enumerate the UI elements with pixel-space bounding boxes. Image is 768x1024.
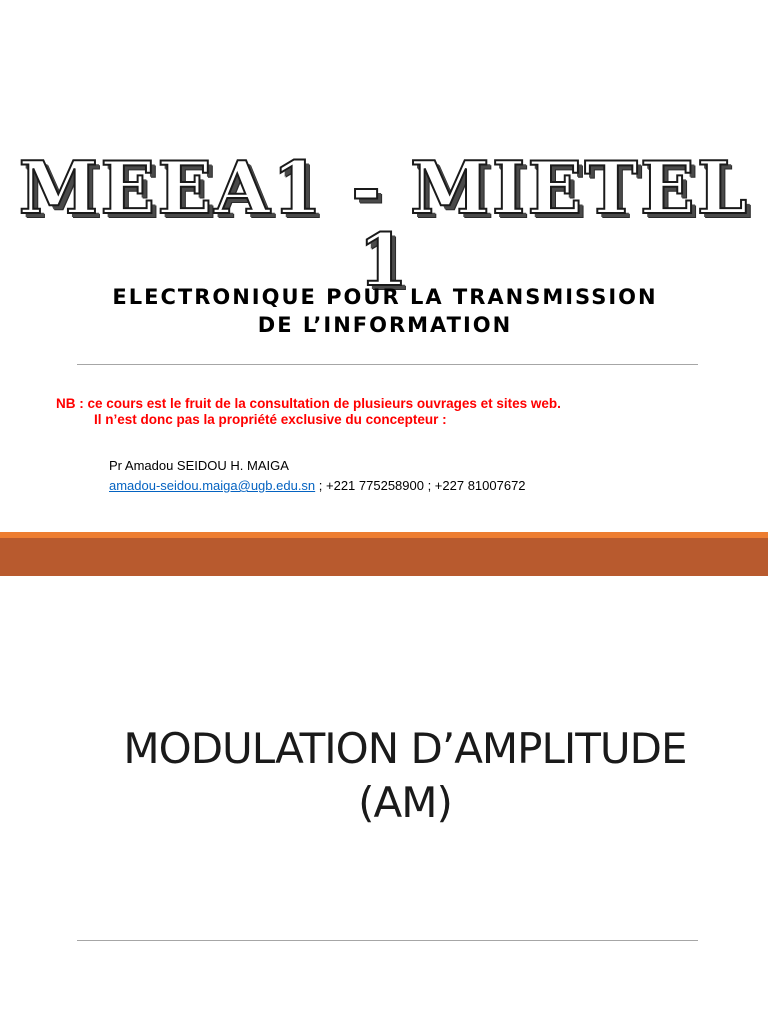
divider-top xyxy=(77,364,698,365)
disclaimer-line-1: NB : ce cours est le fruit de la consultation de plusieurs ouvrages et sites web. xyxy=(56,396,561,411)
section-title-line-1: MODULATION D’AMPLITUDE xyxy=(123,724,687,773)
author-email-link[interactable]: amadou-seidou.maiga@ugb.edu.sn xyxy=(109,478,316,493)
subtitle-line-1: ELECTRONIQUE POUR LA TRANSMISSION xyxy=(112,285,658,309)
author-block xyxy=(109,456,526,496)
section-title xyxy=(60,722,750,830)
section-title-line-2: (AM) xyxy=(358,778,452,827)
slide-separator-band xyxy=(0,538,768,576)
author-contact xyxy=(109,476,526,496)
disclaimer-line-2: Il n’est donc pas la propriété exclusive du concepteur : xyxy=(94,412,447,427)
author-name: Pr Amadou SEIDOU H. MAIGA xyxy=(109,458,289,473)
divider-bottom xyxy=(77,940,698,941)
subtitle-line-2: DE L’INFORMATION xyxy=(257,313,513,337)
author-phones: ; +221 775258900 ; +227 81007672 xyxy=(315,478,526,493)
disclaimer-note xyxy=(56,396,756,428)
course-subtitle xyxy=(40,283,730,339)
course-title: MEEA1 - MIETEL 1 xyxy=(18,145,750,302)
